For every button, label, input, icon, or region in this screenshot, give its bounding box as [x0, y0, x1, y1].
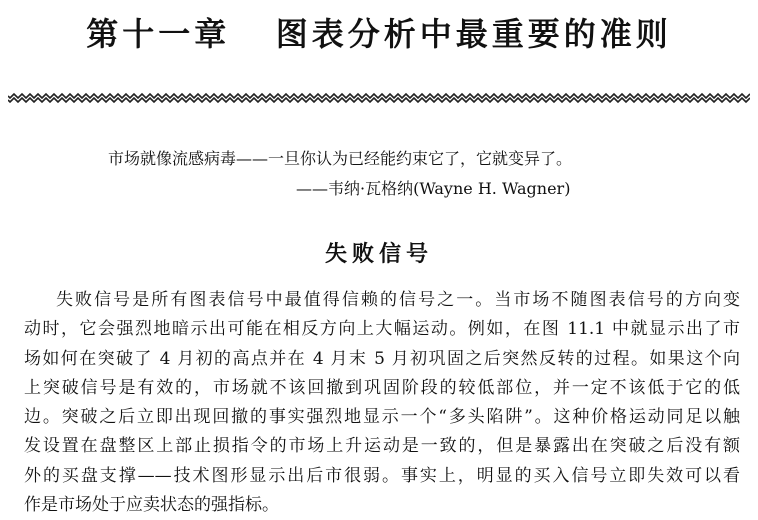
chapter-title: 第十一章 图表分析中最重要的准则	[86, 15, 672, 53]
body-line: 作是市场处于应卖状态的强指标。	[24, 495, 279, 516]
body-line: 发设置在盘整区上部止损指令的市场上升运动是一致的，但是暴露出在突破之后没有额	[24, 436, 740, 457]
epigraph-attribution: ——韦纳·瓦格纳(Wayne H. Wagner)	[296, 179, 571, 198]
body-line: 场如何在突破了 4 月初的高点并在 4 月末 5 月初巩固之后突然反转的过程。如果这个向	[24, 348, 740, 369]
body-line: 上突破信号是有效的，市场就不该回撤到巩固阶段的较低部位，并一定不该低于它的低	[24, 377, 740, 398]
wavy-divider	[8, 92, 750, 104]
body-line: 外的买盘支撑——技术图形显示出后市很弱。事实上，明显的买入信号立即失效可以看	[24, 465, 740, 486]
section-heading: 失败信号	[324, 242, 433, 267]
body-line: 失败信号是所有图表信号中最值得信赖的信号之一。当市场不随图表信号的方向变	[56, 290, 740, 310]
body-line: 边。突破之后立即出现回撤的事实强烈地显示一个“多头陷阱”。这种价格运动同足以触	[24, 407, 740, 428]
body-paragraph	[24, 286, 740, 520]
body-line: 动时，它会强烈地暗示出可能在相反方向上大幅运动。例如，在图 11.1 中就显示出了市	[24, 319, 740, 340]
epigraph-quote: 市场就像流感病毒——一旦你认为已经能约束它了，它就变异了。	[108, 149, 573, 168]
